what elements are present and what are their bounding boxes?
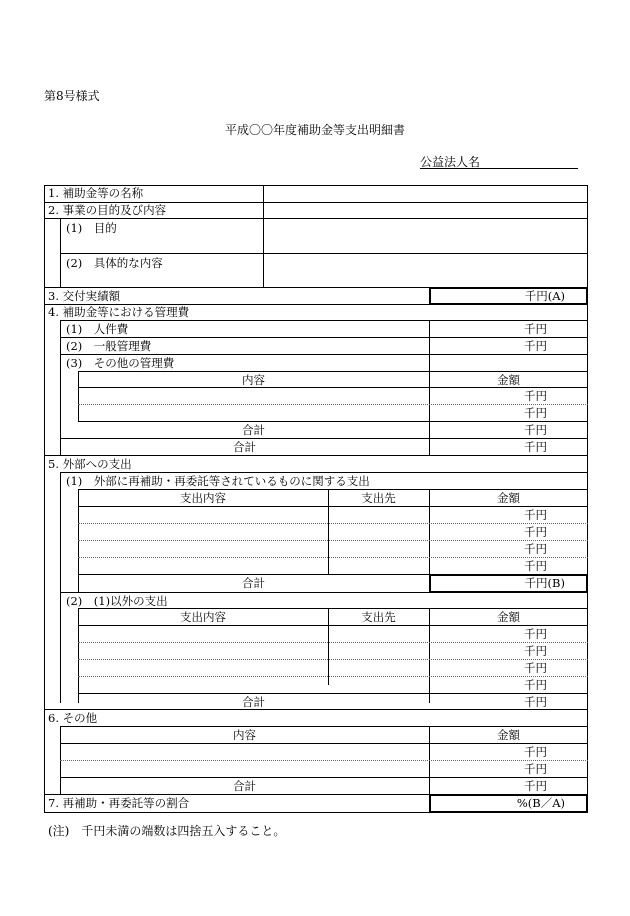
organization-name-label: 公益法人名	[420, 155, 481, 169]
header-naiyou: 内容	[242, 373, 265, 387]
section-3-label: 3. 交付実績額	[48, 289, 121, 303]
section-1-label: 1. 補助金等の名称	[48, 186, 144, 200]
other-spend-row-2-unit: 千円	[524, 644, 547, 658]
expenditure-form-table	[44, 185, 588, 813]
section-5-1-label: (1) 外部に再補助・再委託等されているものに関する支出	[66, 474, 370, 488]
other-admin-row-1-unit: 千円	[524, 389, 547, 403]
section-2-label: 2. 事業の目的及び内容	[48, 203, 167, 217]
misc-row-1-unit: 千円	[524, 745, 547, 759]
section-4-2-label: (2) 一般管理費	[66, 339, 152, 353]
ratio-unit: %(B／A)	[516, 796, 565, 810]
header-shishutsu-saki-2: 支出先	[361, 610, 396, 624]
section-4-label: 4. 補助金等における管理費	[48, 305, 190, 319]
content-field[interactable]	[265, 255, 585, 286]
section-4-1-label: (1) 人件費	[66, 322, 129, 336]
header-kingaku-6: 金額	[497, 728, 520, 742]
external-row-1-unit: 千円	[524, 508, 547, 522]
misc-total-label: 合計	[233, 779, 256, 793]
external-total-unit: 千円(B)	[524, 576, 565, 590]
section-2-1-label: (1) 目的	[66, 221, 117, 235]
other-admin-subtotal-label: 合計	[242, 423, 265, 437]
section-6-label: 6. その他	[48, 711, 98, 725]
section-5-2-label: (2) (1)以外の支出	[66, 594, 168, 608]
other-spend-total-label: 合計	[242, 695, 265, 709]
admin-total-label: 合計	[233, 440, 256, 454]
organization-name-field[interactable]	[420, 168, 578, 169]
footnote: (注) 千円未満の端数は四捨五入すること。	[48, 824, 286, 838]
external-row-4-unit: 千円	[524, 559, 547, 573]
misc-total-unit: 千円	[524, 779, 547, 793]
header-kingaku-5-2: 金額	[497, 610, 520, 624]
external-row-3-unit: 千円	[524, 542, 547, 556]
section-7-label: 7. 再補助・再委託等の割合	[48, 796, 190, 810]
section-2-2-label: (2) 具体的な内容	[66, 256, 163, 270]
misc-row-2-unit: 千円	[524, 762, 547, 776]
other-spend-row-1-unit: 千円	[524, 627, 547, 641]
external-total-label: 合計	[242, 576, 265, 590]
subsidy-name-field[interactable]	[265, 186, 585, 201]
other-spend-total-unit: 千円	[524, 695, 547, 709]
grant-amount-unit: 千円(A)	[524, 289, 565, 303]
form-number: 第8号様式	[44, 89, 100, 103]
other-admin-row-2-unit: 千円	[524, 406, 547, 420]
other-spend-row-3-unit: 千円	[524, 661, 547, 675]
section-5-label: 5. 外部への支出	[48, 457, 132, 471]
header-kingaku: 金額	[497, 373, 520, 387]
other-spend-row-4-unit: 千円	[524, 678, 547, 692]
personnel-cost-unit: 千円	[524, 322, 547, 336]
purpose-field[interactable]	[265, 220, 585, 252]
header-shishutsu-saki-1: 支出先	[361, 491, 396, 505]
header-shishutsu-naiyou-2: 支出内容	[180, 610, 226, 624]
section-4-3-label: (3) その他の管理費	[66, 356, 175, 370]
external-row-2-unit: 千円	[524, 525, 547, 539]
header-kingaku-5-1: 金額	[497, 491, 520, 505]
header-naiyou-6: 内容	[233, 728, 256, 742]
admin-total-unit: 千円	[524, 440, 547, 454]
document-title: 平成〇〇年度補助金等支出明細書	[224, 123, 405, 137]
general-admin-cost-unit: 千円	[524, 339, 547, 353]
other-admin-subtotal-unit: 千円	[524, 423, 547, 437]
header-shishutsu-naiyou-1: 支出内容	[180, 491, 226, 505]
